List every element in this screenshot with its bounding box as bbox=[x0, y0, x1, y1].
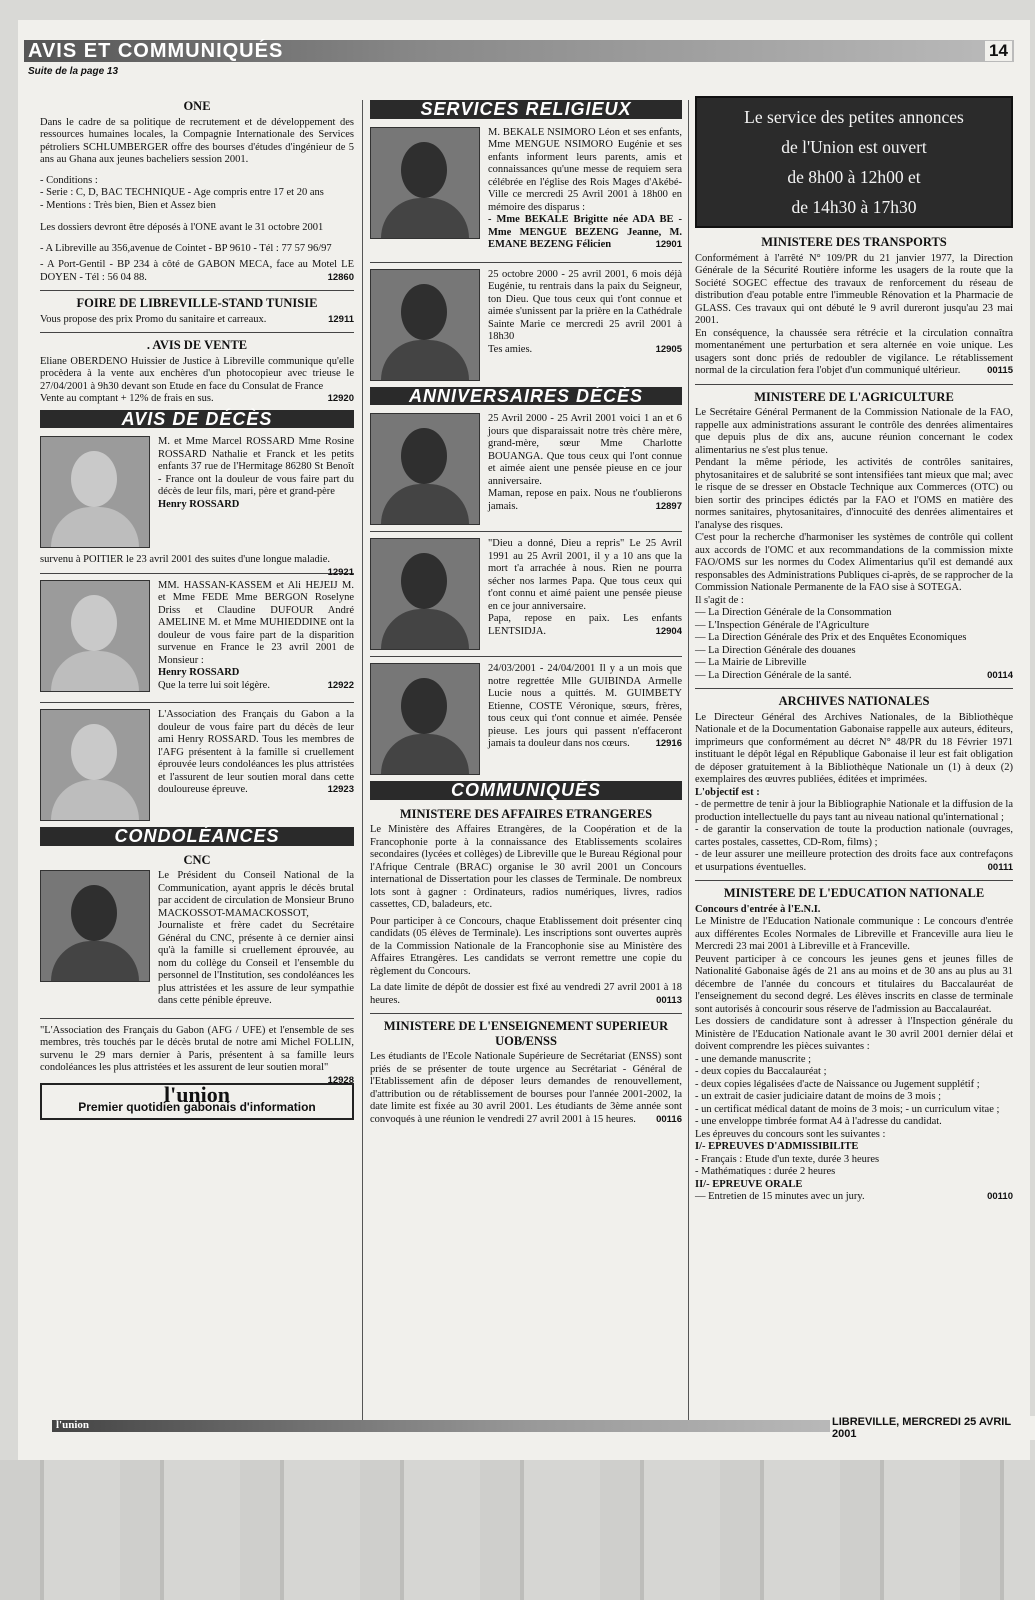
vente-terms-text: Vente au comptant + 12% de frais en sus. bbox=[40, 393, 214, 404]
one-depot: Les dossiers devront être déposés à l'ONE avant le 31 octobre 2001 bbox=[40, 222, 324, 233]
mes-title: MINISTERE DE L'ENSEIGNEMENT SUPERIEUR bbox=[383, 1019, 669, 1033]
portrait-photo bbox=[40, 709, 150, 821]
education-epreuve-1b: - Mathématiques : durée 2 heures bbox=[695, 1166, 836, 1177]
vente-title: . AVIS DE VENTE bbox=[146, 338, 248, 352]
anniversary-tail-text: Maman, repose en paix. Nous ne t'oublierons jamais. bbox=[488, 488, 682, 512]
vente-terms bbox=[40, 393, 354, 406]
education-epreuve-1a: - Français : Etude d'un texte, durée 3 heures bbox=[695, 1153, 880, 1165]
divider bbox=[695, 384, 1013, 385]
obituary-tail bbox=[40, 554, 354, 578]
list-item: - un extrait de casier judiciaire datant de moins de 3 mois ; bbox=[695, 1091, 942, 1102]
anniversary-body bbox=[488, 663, 682, 751]
anniversary-entry bbox=[370, 413, 682, 525]
education-epreuves: Les épreuves du concours sont les suivantes : bbox=[695, 1128, 886, 1140]
list-item: - une enveloppe timbrée format A4 à l'adresse du candidat. bbox=[695, 1116, 942, 1127]
divider bbox=[370, 1013, 682, 1014]
ref-number: 12904 bbox=[655, 625, 682, 637]
anniversary-tail-text: Papa, repose en paix. Les enfants LENTSIDJA. bbox=[488, 613, 682, 637]
obituary-body bbox=[158, 709, 354, 797]
transports-text-2-body: En conséquence, la chaussée sera rétrécie et la circulation connaîtra momentanément une perturbation et sera alternée en voie unique. Les usagers sont donc priés de redoubler de vigilance. Le rétablissement normal de la circulation fera l'objet d'un communiqué ultérieur. bbox=[695, 327, 1013, 376]
section-title: AVIS ET COMMUNIQUÉS bbox=[28, 40, 284, 62]
one-condition-mentions: - Mentions : Très bien, Bien et Assez bien bbox=[40, 199, 216, 211]
service-line: de 14h30 à 17h30 bbox=[791, 197, 917, 217]
portrait-photo bbox=[370, 127, 480, 239]
transports-text: Conformément à l'arrêté N° 109/PR du 21 janvier 1977, la Direction Générale de la Sécurité Routière informe les usagers de la route que la Société SOGEC effectue des travaux de renforcement du réseau de distribution d'eau potable entre l'immeuble Rénovation et la Pharmacie de GLASS. Ces travaux qui ont débuté le 9 avril dureront jusqu'au 23 mai 2001. bbox=[695, 252, 1013, 326]
divider bbox=[370, 262, 682, 263]
portrait-photo bbox=[370, 269, 480, 381]
obituary-name: Henry ROSSARD bbox=[158, 498, 240, 510]
cnc-text: Le Président du Conseil National de la Communication, ayant appris le décès brutal par accident de circulation de Monsieur Bruno MACKOSSOT-MAMACKOSSOT, Journaliste et frère cadet du Secrétaire Général du CNC, présente à ce dernier ainsi qu'à la famille si cruellement éprouvée, au nom du collège du Conseil et l'ensemble du personnel de l'Institution, ses condoléances les plus attristées et les assure de leur sympathie dans cette pénible épreuve. bbox=[158, 870, 354, 1006]
afg-condolence bbox=[40, 1024, 354, 1086]
obituary-body: M. et Mme Marcel ROSSARD Mme Rosine ROSSARD Nathalie et Franck et les petits enfants 37 rue de l'Hermitage 86280 St Benoît - France ont la douleur de vous faire part du décès de leur fils, mari, père et grand-père bbox=[158, 436, 354, 497]
ref-number: 12928 bbox=[327, 1074, 354, 1086]
anniversary-entry bbox=[370, 663, 682, 775]
service-body: 25 octobre 2000 - 25 avril 2001, 6 mois déjà Eugénie, tu rentrais dans la paix du Seigneur, ton Dieu. Que tous ceux qui t'ont connue et aimée s'unissent par la prière en la Cathédrale Sainte Marie ce mercredi 25 avril 2001 à 18h30 bbox=[488, 268, 682, 342]
education-title: MINISTERE DE L'EDUCATION NATIONALE bbox=[723, 886, 985, 900]
ref-number: 00111 bbox=[987, 861, 1013, 873]
portrait-photo bbox=[370, 538, 480, 650]
list-item: — La Direction Générale des Prix et des Enquêtes Economiques bbox=[695, 632, 967, 643]
archives-objective-1: - de permettre de tenir à jour la Bibliographie Nationale et la diffusion de la production intellectuelle du pays tant au niveau national qu'international ; bbox=[695, 799, 1013, 823]
list-item: — L'Inspection Générale de l'Agriculture bbox=[695, 619, 870, 631]
archives-objective-3-text: - de leur assurer une meilleure protection des droits face aux contrefaçons et usurpations éventuelles. bbox=[695, 849, 1013, 873]
service-line: de 8h00 à 12h00 et bbox=[787, 167, 921, 187]
obituary-body: MM. HASSAN-KASSEM et Ali HEJEIJ M. et Mme FEDE Mme BERGON Roselyne Driss et Claudine DUFOUR André AMELINE M. et Mme MUHIEDDINE ont la douleur de vous faire part de la disparition survenue en France le 23 avril 2001 de Monsieur : bbox=[158, 579, 354, 666]
service-names bbox=[488, 214, 682, 252]
condolence-text bbox=[158, 870, 354, 1012]
anniversary-body: "Dieu a donné, Dieu a repris" Le 25 Avril 1991 au 25 Avril 2001, il y a 10 ans que la mort t'a arrachée à nous. Rien ne pourra sécher nos larmes Papa. Que tous ceux qui t'ont connu et aimé paient une pensée pieuse en ce jour anniversaire. bbox=[488, 538, 682, 612]
newspaper-logo bbox=[40, 1083, 354, 1120]
service-entry bbox=[370, 269, 682, 381]
cnc-title: CNC bbox=[183, 852, 211, 867]
list-item: — La Mairie de Libreville bbox=[695, 657, 807, 668]
list-item: - deux copies légalisées d'acte de Naissance ou Jugement supplétif ; bbox=[695, 1078, 980, 1090]
education-text-2: Peuvent participer à ce concours les jeunes gens et jeunes filles de Nationalité Gabonaise âgés de 21 ans au moins et de 30 ans au plus au 31 décembre de l'année du concours et titulaires du Baccalauréat de l'enseignement du second degré. Les élèves inscrits en classe de terminale sont autorisés à concourir sous réserve de l'admission au Baccalauréat. bbox=[695, 953, 1013, 1015]
service-text bbox=[488, 127, 682, 256]
divider bbox=[40, 332, 354, 333]
ref-number: 12921 bbox=[327, 566, 354, 578]
agriculture-text-3: C'est pour la recherche d'harmoniser les systèmes de contrôle qui collent aux accords de l'OMC et aux recommandations de la commission mixte FAO/OMS sur les normes du Codex Alimentarius qu'il est demandé aux responsables des Administrations Publiques ci-après, de se rapprocher de la Commission Nationale Permanente de la FAO sise à SOTEGA. bbox=[695, 532, 1013, 593]
agriculture-title: MINISTERE DE L'AGRICULTURE bbox=[754, 389, 954, 404]
divider bbox=[40, 1018, 354, 1019]
one-libreville: - A Libreville au 356,avenue de Cointet - BP 9610 - Tél : 77 57 96/97 bbox=[40, 242, 332, 254]
anniversary-text bbox=[488, 538, 682, 650]
anniversary-tail bbox=[488, 488, 682, 513]
column-right bbox=[695, 96, 1013, 1208]
obituary-text bbox=[158, 580, 354, 697]
footer-date: LIBREVILLE, MERCREDI 25 AVRIL 2001 bbox=[830, 1416, 1035, 1440]
mae-deadline bbox=[370, 982, 682, 1007]
obituary-entry bbox=[40, 580, 354, 697]
one-conditions-title: - Conditions : bbox=[40, 174, 98, 186]
avis-deces-banner: AVIS DE DÉCÈS bbox=[40, 410, 354, 429]
footer-logo: l'union bbox=[56, 1419, 90, 1431]
archives-objective: L'objectif est : bbox=[695, 786, 760, 798]
foire-text bbox=[40, 314, 354, 327]
obituary-entry bbox=[40, 709, 354, 821]
list-item: — La Direction Générale des douanes bbox=[695, 644, 856, 656]
afg-condolence-text: "L'Association des Français du Gabon (AFG / UFE) et l'ensemble de ses membres, très touchés par le décès brutal de notre ami Michel FOLLIN, survenu le 29 mars dernier à Paris, présentent à sa famille leurs condoléances les plus attristées et les assurent de leur soutien moral" bbox=[40, 1024, 354, 1073]
anniversary-tail bbox=[488, 613, 682, 638]
ref-number: 00113 bbox=[656, 994, 682, 1006]
education-pieces-list bbox=[695, 1054, 1013, 1129]
transports-title: MINISTERE DES TRANSPORTS bbox=[761, 235, 947, 249]
list-item: - une demande manuscrite ; bbox=[695, 1053, 812, 1065]
ref-number: 12920 bbox=[327, 393, 354, 404]
obituary-tail-text: survenu à POITIER le 23 avril 2001 des suites d'une longue maladie. bbox=[40, 554, 330, 565]
column-left bbox=[40, 84, 354, 1120]
education-epreuve-2: II/- EPREUVE ORALE bbox=[695, 1178, 803, 1190]
archives-objective-3 bbox=[695, 849, 1013, 874]
obituary-tail bbox=[158, 680, 354, 693]
portrait-photo bbox=[370, 663, 480, 775]
foire-body: Vous propose des prix Promo du sanitaire et carreaux. bbox=[40, 313, 267, 325]
obituary-body-text: L'Association des Français du Gabon a la douleur de vous faire part du décès de leur ami Henry ROSSARD. Tous les membres de l'AFG présentent à la famille si cruellement éprouvée leurs condoléances les plus attristées et l'assurent de leur soutien moral dans cette douloureuse épreuve. bbox=[158, 709, 354, 795]
list-item: - un certificat médical datant de moins de 3 mois; - un curriculum vitae ; bbox=[695, 1103, 1000, 1115]
condoleances-banner: CONDOLÉANCES bbox=[40, 827, 354, 846]
divider bbox=[695, 688, 1013, 689]
divider bbox=[695, 880, 1013, 881]
column-middle bbox=[370, 100, 682, 1130]
education-epreuve-1: I/- EPREUVES D'ADMISSIBILITE bbox=[695, 1141, 859, 1152]
service-names-text: - Mme BEKALE Brigitte née ADA BE - Mme MENGUE BEZENG Jeanne, M. EMANE BEZENG Félicien bbox=[488, 214, 682, 250]
ref-number: 00114 bbox=[987, 669, 1013, 681]
agriculture-lead: Il s'agit de : bbox=[695, 594, 744, 606]
archives-text: Le Directeur Général des Archives Nationales, de la Bibliothèque Nationale et de la Documentation Gabonaise rappelle aux auteurs, éditeurs, imprimeurs que conformément au décret N° 48/PR du 18 Février 1971 instituant le dépôt légal en République Gabonaise il leur est fait obligation de déposer gratuitement à la Bibliothèque Nationale un (1) à deux (2) exemplaires des œuvres publiées, éditées et imprimées. bbox=[695, 711, 1013, 785]
list-item: - deux copies du Baccalauréat ; bbox=[695, 1066, 827, 1077]
portrait-photo bbox=[370, 413, 480, 525]
obituary-name: Henry ROSSARD bbox=[158, 667, 240, 678]
service-annonces-box bbox=[695, 96, 1013, 228]
ref-number: 12916 bbox=[655, 738, 682, 749]
anniversary-body: 25 Avril 2000 - 25 Avril 2001 voici 1 an et 6 jours que disparaissait notre très chère mère, grand-mère, sœur Mme Charlotte BOUANGA. Que tous ceux qui l'ont connue et aimée aient une pensée pieuse en ce jour anniversaire. bbox=[488, 413, 682, 487]
list-item: — La Direction Générale de la Consommation bbox=[695, 607, 892, 618]
communiques-banner: COMMUNIQUÉS bbox=[370, 781, 682, 800]
ref-number: 12901 bbox=[655, 239, 682, 250]
one-port-gentil bbox=[40, 259, 354, 284]
education-text-3: Les dossiers de candidature sont à adresser à l'Inspection générale du Ministère de l'Education Nationale avant le 30 avril 2001 dernier délai et doivent comprendre les pièces suivantes : bbox=[695, 1016, 1013, 1052]
education-epreuve-2a bbox=[695, 1191, 1013, 1204]
mae-deadline-text: La date limite de dépôt de dossier est fixé au vendredi 27 avril 2001 à 18 heures. bbox=[370, 982, 682, 1006]
one-port-gentil-text: - A Port-Gentil - BP 234 à côté de GABON MECA, face au Motel LE DOYEN - Tél : 56 04 88. bbox=[40, 259, 354, 283]
transports-text-2 bbox=[695, 328, 1013, 378]
logo-name: l'union bbox=[163, 1081, 231, 1107]
ref-number: 12922 bbox=[327, 679, 354, 691]
mes-text-body: Les étudiants de l'Ecole Nationale Supérieure de Secrétariat (ENSS) sont priés de se présenter de toute urgence au Secrétariat - Général de l'Etablissement afin de déposer leurs demandes de renouvellement, d'attribution ou de rétablissement de bourses pour l'année 2001-2002, la date limite est fixée au 30 avril 2001. Les étudiants de 3ème année sont convoqués à une réunion le vendredi 27 avril 2001 à 15 heures. bbox=[370, 1051, 682, 1125]
portrait-photo bbox=[40, 870, 150, 982]
mes-text bbox=[370, 1051, 682, 1126]
anniversary-body-text: 24/03/2001 - 24/04/2001 Il y a un mois que notre regrettée Mlle GUIBINDA Armelle Lucie nous a quittés. M. GUIMBETY Etienne, COSTE Véronique, sœurs, frères, tous ceux qui t'ont connue et aimée. Pensée pieuse. Les jours qui passent n'effaceront jamais ta douleur dans nos cœurs. bbox=[488, 663, 682, 749]
portrait-photo bbox=[40, 580, 150, 692]
ref-number: 00116 bbox=[656, 1113, 682, 1125]
anniversary-entry bbox=[370, 538, 682, 650]
service-line: de l'Union est ouvert bbox=[781, 137, 927, 157]
obituary-entry bbox=[40, 436, 354, 548]
divider bbox=[370, 531, 682, 532]
one-title: ONE bbox=[183, 99, 211, 113]
agriculture-text: Le Secrétaire Général Permanent de la Commission Nationale de la FAO, rappelle aux administrations assurant le contrôle des denrées alimentaires que depuis plus de dix ans, aucune réunion concernant le codex alimentarius ne s'est plus tenue. bbox=[695, 407, 1013, 456]
list-item-text: — La Direction Générale de la santé. bbox=[695, 669, 852, 681]
service-tail bbox=[488, 344, 682, 357]
education-epreuve-2a-text: — Entretien de 15 minutes avec un jury. bbox=[695, 1191, 865, 1202]
ref-number: 00110 bbox=[987, 1191, 1013, 1202]
ref-number: 12905 bbox=[655, 343, 682, 355]
ref-number: 12911 bbox=[328, 313, 354, 325]
ref-number: 12860 bbox=[327, 271, 354, 283]
agriculture-list bbox=[695, 607, 1013, 682]
anniversaires-banner: ANNIVERSAIRES DÉCÈS bbox=[370, 387, 682, 406]
education-subtitle: Concours d'entrée à l'E.N.I. bbox=[695, 903, 821, 915]
ref-number: 12923 bbox=[327, 784, 354, 795]
obituary-text bbox=[158, 709, 354, 821]
portrait-photo bbox=[40, 436, 150, 548]
education-text: Le Ministre de l'Education Nationale communique : Le concours d'entrée aux différentes Ecoles Normales de Libreville et Franceville aura lieu le Mercredi 23 mai 2001 à Libreville et à Franceville. bbox=[695, 916, 1013, 952]
page-number: 14 bbox=[985, 41, 1012, 61]
ref-number: 00115 bbox=[987, 365, 1013, 376]
archives-title: ARCHIVES NATIONALES bbox=[778, 694, 930, 708]
mae-title: MINISTERE DES AFFAIRES ETRANGERES bbox=[399, 806, 653, 821]
divider bbox=[370, 656, 682, 657]
column-divider bbox=[362, 100, 363, 1430]
continued-note: Suite de la page 13 bbox=[28, 66, 119, 77]
ref-number: 12897 bbox=[655, 500, 682, 512]
list-item bbox=[695, 670, 1013, 683]
one-condition-serie: - Serie : C, D, BAC TECHNIQUE - Age compris entre 17 et 20 ans bbox=[40, 187, 324, 198]
one-intro: Dans le cadre de sa politique de recrutement et de développement des ressources humaines locales, la Compagnie Internationale des Services pétroliers SCHLUMBERGER offre des bourses d'études d'ingénieur de 5 ans au Ghana aux jeunes bacheliers session 2001. bbox=[40, 116, 354, 165]
vente-text: Eliane OBERDENO Huissier de Justice à Libreville communique qu'elle procèdera à la vente aux enchères d'un photocopieur avec trieuse le 27/04/2001 à 9h30 devant son Etude en face du Consulat de France bbox=[40, 355, 354, 392]
column-divider bbox=[688, 100, 689, 1430]
obituary-text bbox=[158, 436, 354, 548]
service-entry bbox=[370, 127, 682, 256]
foire-title: FOIRE DE LIBREVILLE-STAND TUNISIE bbox=[76, 296, 318, 310]
anniversary-text bbox=[488, 413, 682, 525]
service-line: Le service des petites annonces bbox=[744, 107, 964, 127]
service-tail-text: Tes amies. bbox=[488, 343, 533, 355]
anniversary-text bbox=[488, 663, 682, 775]
service-text bbox=[488, 269, 682, 381]
mae-text-2: Pour participer à ce Concours, chaque Etablissement doit présenter cinq candidats (05 élèves de Terminale). Les inscriptions sont ouvertes auprès de la Commission Nationale de la Francophonie sise au Ministère des Affaires Etrangères. Les candidats se verront remettre une copie du règlement du Concours. bbox=[370, 915, 682, 977]
background-surface bbox=[0, 1460, 1035, 1600]
obituary-tail-text: Que la terre lui soit légère. bbox=[158, 679, 270, 691]
logo-slogan: Premier quotidien gabonais d'information bbox=[78, 1100, 316, 1114]
mae-text: Le Ministère des Affaires Etrangères, de la Coopération et de la Francophonie porte à la connaissance des Etablissements scolaires secondaires (lycées et collèges) de Libreville que le Bureau Régional pour l'Afrique Centrale (BRAC) organise le 30 avril 2001 un Concours international de Dissertation pour les classes de Terminale. De nombreux lots sont à gagner : Ordinateurs, radios numériques, livres, radios cassettes, CD, baladeurs, etc. bbox=[370, 824, 682, 910]
condolence-entry bbox=[40, 870, 354, 1012]
mes-subtitle: UOB/ENSS bbox=[495, 1033, 557, 1048]
agriculture-text-2: Pendant la même période, les activités de contrôles sanitaires, phytosanitaires et de salubrité se sont intensifiées tant mieux que mal; avec le risque de se dresser en Obstacle Technique aux Commerces (OTC) ou bien sortir des principes édictés par la FAO et l'OMS en matière des normes sanitaires, phytosanitaires, d'innocuité des denrées alimentaires et l'analyse des risques. bbox=[695, 457, 1013, 531]
divider bbox=[40, 290, 354, 291]
archives-objective-2: - de garantir la conservation de toute la production nationale (ouvrages, cartes postales, cassettes, CD-Rom, films) ; bbox=[695, 824, 1013, 848]
divider bbox=[40, 702, 354, 703]
service-body: M. BEKALE NSIMORO Léon et ses enfants, Mme MENGUE NSIMORO Eugénie et ses enfants informent leurs parents, amis et connaissances qu'une messe de requiem sera célébrée en l'église des Rois Mages d'Akébé-Ville ce mercredi 25 Avril 2001 à 18h00 en mémoire des disparus : bbox=[488, 126, 682, 213]
divider bbox=[40, 573, 354, 574]
services-religieux-banner: SERVICES RELIGIEUX bbox=[370, 100, 682, 119]
